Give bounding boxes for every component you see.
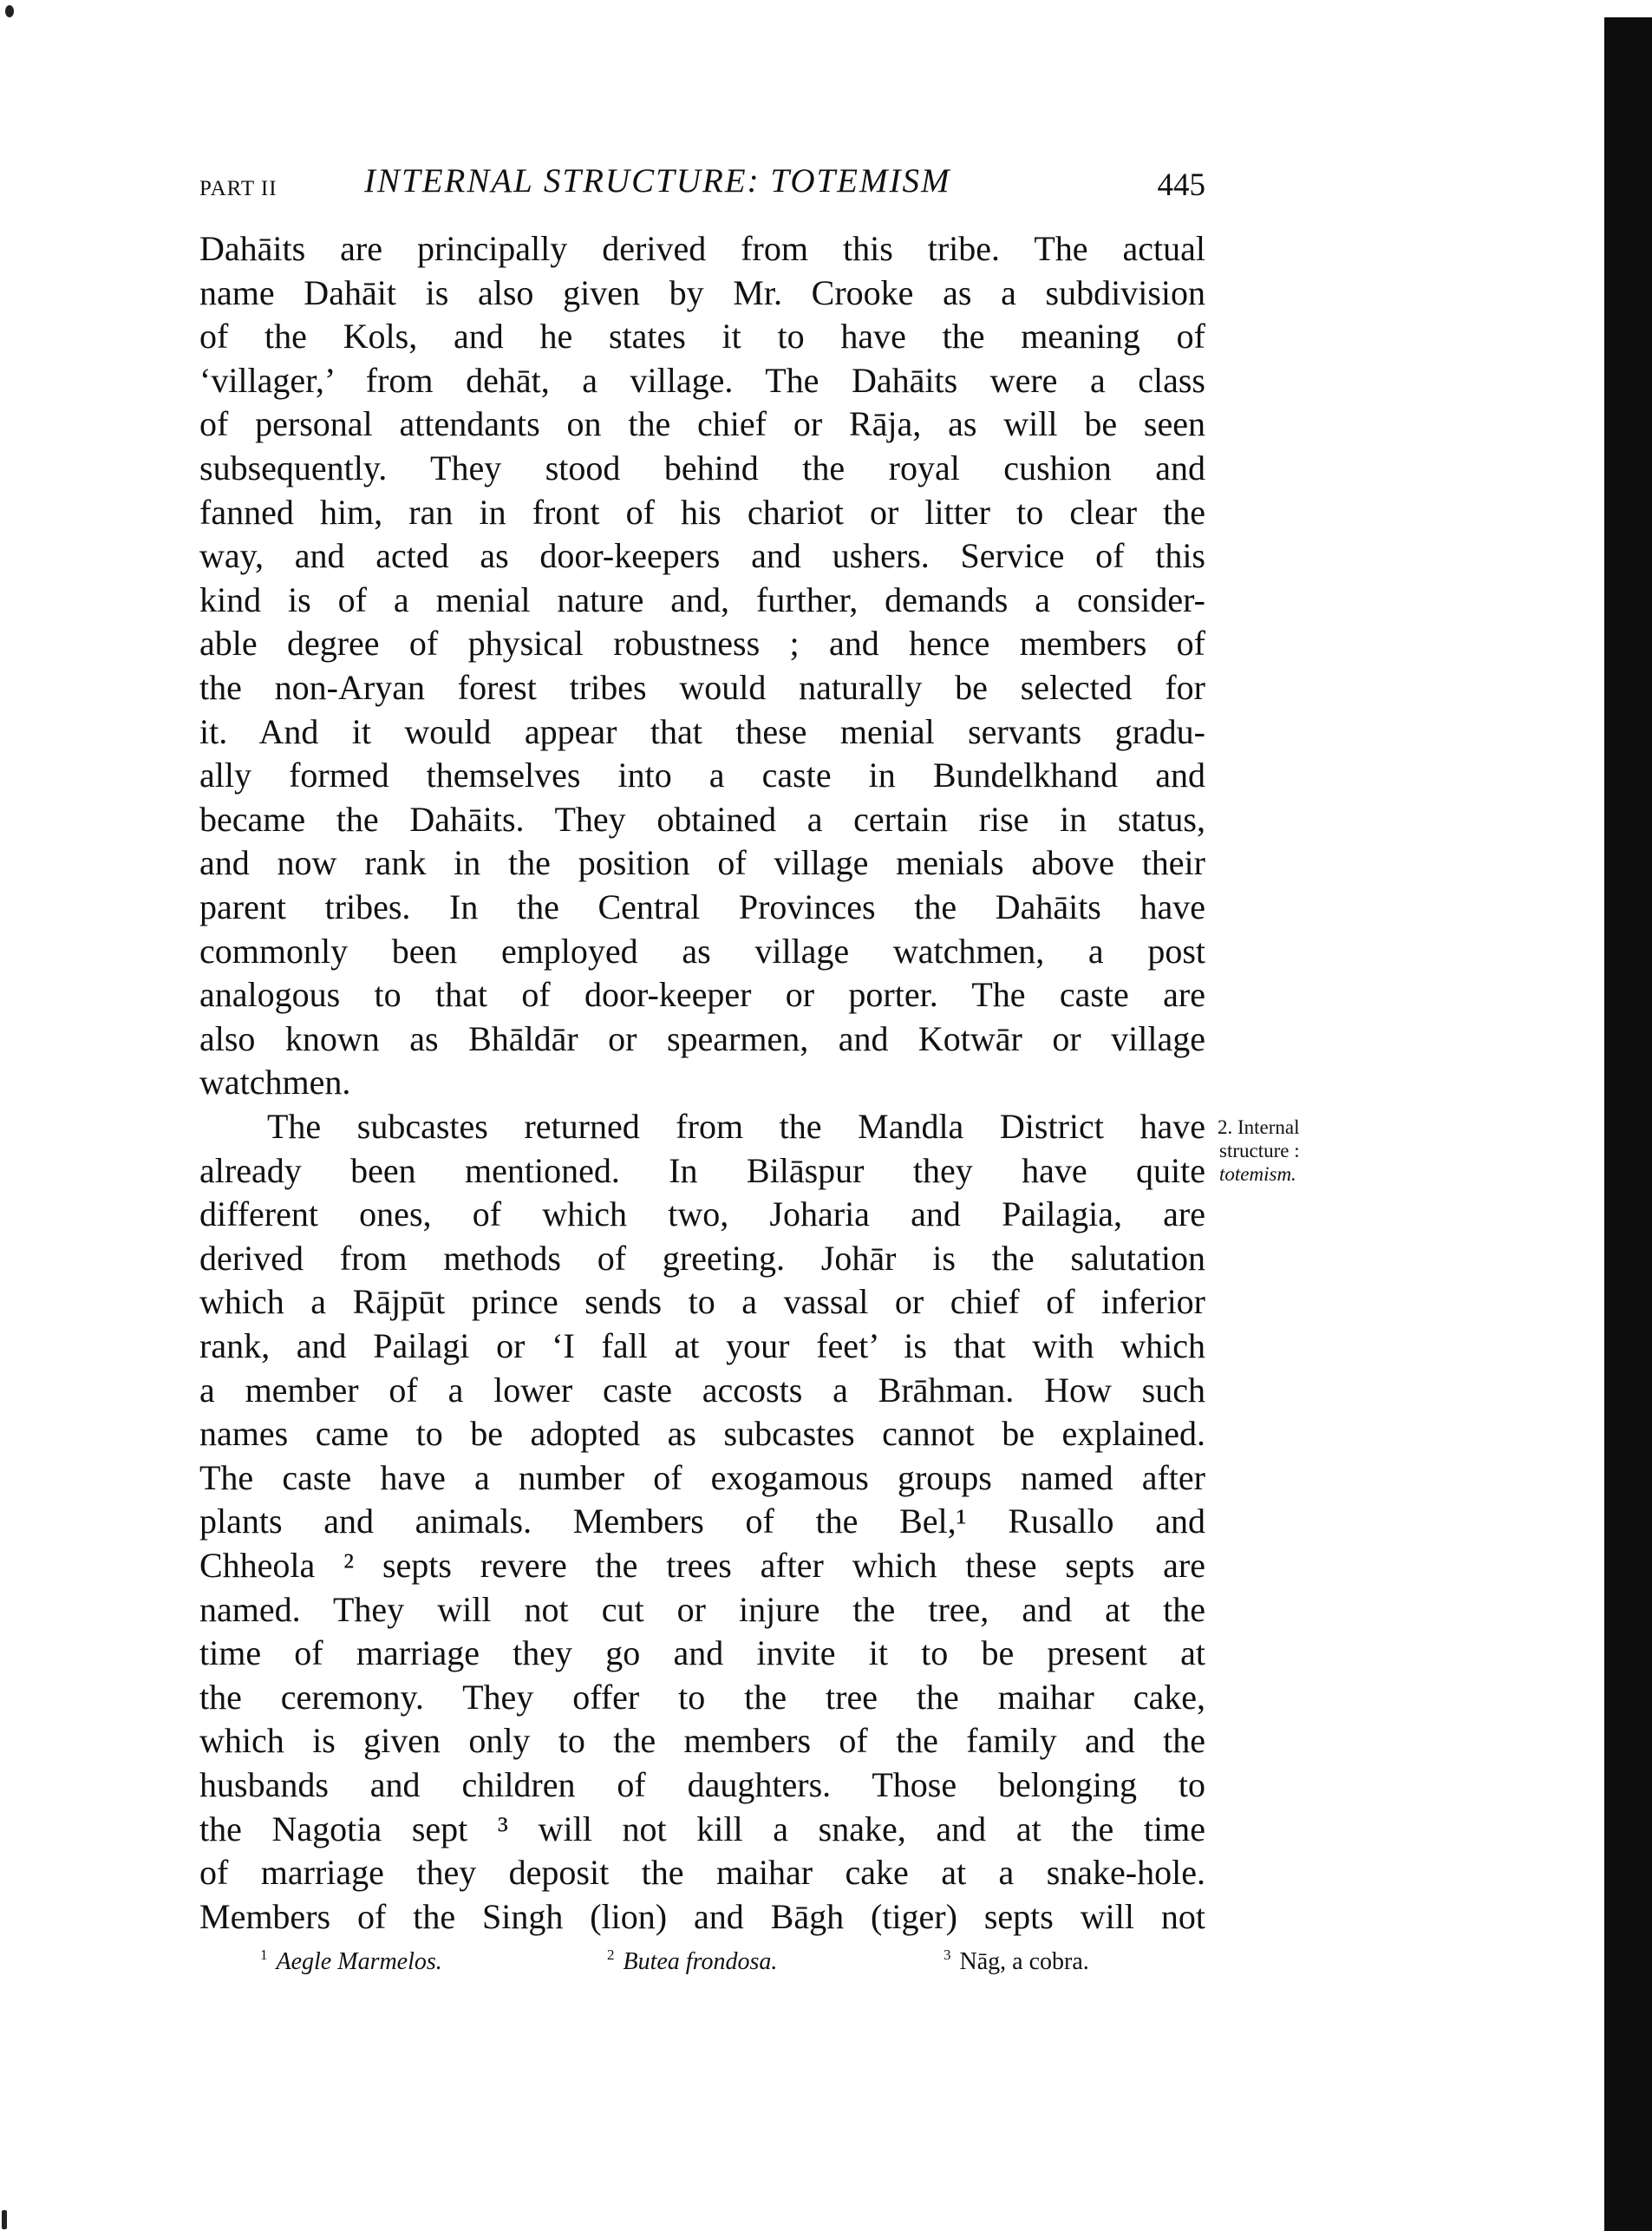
text-line: derived from methods of greeting. Johār is the salutation — [199, 1238, 1205, 1278]
footnote-mark: 1 — [260, 1946, 268, 1963]
text-line: ‘villager,’ from dehāt, a village. The Dahāits were a class — [199, 360, 1205, 400]
footnote — [607, 1946, 777, 1976]
text-line: way, and acted as door-keepers and ushers. Service of this — [199, 536, 1205, 576]
text-line: the Nagotia sept ³ will not kill a snake, and at the time — [199, 1809, 1205, 1848]
text-line: watchmen. — [199, 1063, 351, 1102]
margin-note-line: totemism. — [1219, 1163, 1296, 1185]
text-line: name Dahāit is also given by Mr. Crooke as a subdivision — [199, 272, 1205, 312]
footnote-mark: 3 — [944, 1946, 951, 1963]
text-line: of marriage they deposit the maihar cake at a snake-hole. — [199, 1853, 1205, 1893]
text-line: Members of the Singh (lion) and Bāgh (tiger) septs will not — [199, 1896, 1205, 1936]
text-line: became the Dahāits. They obtained a certain rise in status, — [199, 799, 1205, 839]
text-line: already been mentioned. In Bilāspur they have quite — [199, 1150, 1205, 1190]
text-line: different ones, of which two, Joharia and Pailagia, are — [199, 1194, 1205, 1234]
text-line: able degree of physical robustness ; and hence members of — [199, 624, 1205, 664]
footnotes — [260, 1946, 1179, 1981]
footnote-text: Butea frondosa. — [623, 1948, 778, 1975]
paragraph-1 — [199, 227, 1205, 1105]
footnote-text: Nāg, a cobra. — [959, 1948, 1089, 1975]
text-line: and now rank in the position of village menials above their — [199, 843, 1205, 883]
scan-speck — [5, 5, 14, 17]
text-line: fanned him, ran in front of his chariot or litter to clear the — [199, 492, 1205, 532]
text-line: kind is of a menial nature and, further, demands a consider- — [199, 579, 1205, 619]
text-line: The subcastes returned from the Mandla District have — [267, 1107, 1205, 1146]
text-line: subsequently. They stood behind the royal cushion and — [199, 448, 1205, 487]
scan-right-edge — [1604, 17, 1652, 2231]
header-title: INTERNAL STRUCTURE: TOTEMISM — [364, 162, 951, 200]
footnote — [260, 1946, 442, 1976]
margin-note — [1218, 1116, 1300, 1186]
footnote-mark: 2 — [607, 1946, 615, 1963]
page-number: 445 — [1157, 167, 1205, 203]
text-line: which a Rājpūt prince sends to a vassal or chief of inferior — [199, 1282, 1205, 1322]
text-line: named. They will not cut or injure the tree, and at the — [199, 1589, 1205, 1629]
text-line: of the Kols, and he states it to have the meaning of — [199, 317, 1205, 357]
scan-speck — [2, 2210, 7, 2229]
margin-note-line: structure : — [1219, 1140, 1300, 1161]
running-header — [199, 161, 1205, 213]
text-line: the ceremony. They offer to the tree the maihar cake, — [199, 1677, 1205, 1717]
footnote — [944, 1946, 1089, 1976]
text-line: Chheola ² septs revere the trees after which these septs are — [199, 1545, 1205, 1585]
text-line: commonly been employed as village watchmen, a post — [199, 931, 1205, 971]
text-line: analogous to that of door-keeper or porter. The caste are — [199, 975, 1205, 1015]
text-line: Dahāits are principally derived from this tribe. The actual — [199, 229, 1205, 268]
text-line: The caste have a number of exogamous groups named after — [199, 1457, 1205, 1497]
text-line: parent tribes. In the Central Provinces the Dahāits have — [199, 887, 1205, 926]
text-line: husbands and children of daughters. Those belonging to — [199, 1764, 1205, 1804]
text-line: rank, and Pailagi or ‘I fall at your feet’ is that with which — [199, 1325, 1205, 1365]
text-line: also known as Bhāldār or spearmen, and Kotwār or village — [199, 1018, 1205, 1058]
text-line: of personal attendants on the chief or Rāja, as will be seen — [199, 404, 1205, 444]
margin-note-number: 2. Internal — [1218, 1116, 1300, 1138]
paragraph-2 — [199, 1105, 1205, 1939]
text-line: time of marriage they go and invite it to be present at — [199, 1633, 1205, 1673]
text-line: ally formed themselves into a caste in Bundelkhand and — [199, 756, 1205, 795]
text-line: a member of a lower caste accosts a Brāhman. How such — [199, 1370, 1205, 1410]
text-line: it. And it would appear that these menial servants gradu- — [199, 711, 1205, 751]
text-line: names came to be adopted as subcastes cannot be explained. — [199, 1414, 1205, 1454]
footnote-text: Aegle Marmelos. — [276, 1948, 442, 1975]
text-line: the non-Aryan forest tribes would naturally be selected for — [199, 667, 1205, 707]
text-line: which is given only to the members of the family and the — [199, 1721, 1205, 1761]
text-line: plants and animals. Members of the Bel,¹ Rusallo and — [199, 1502, 1205, 1541]
header-part-label: PART II — [199, 177, 278, 200]
